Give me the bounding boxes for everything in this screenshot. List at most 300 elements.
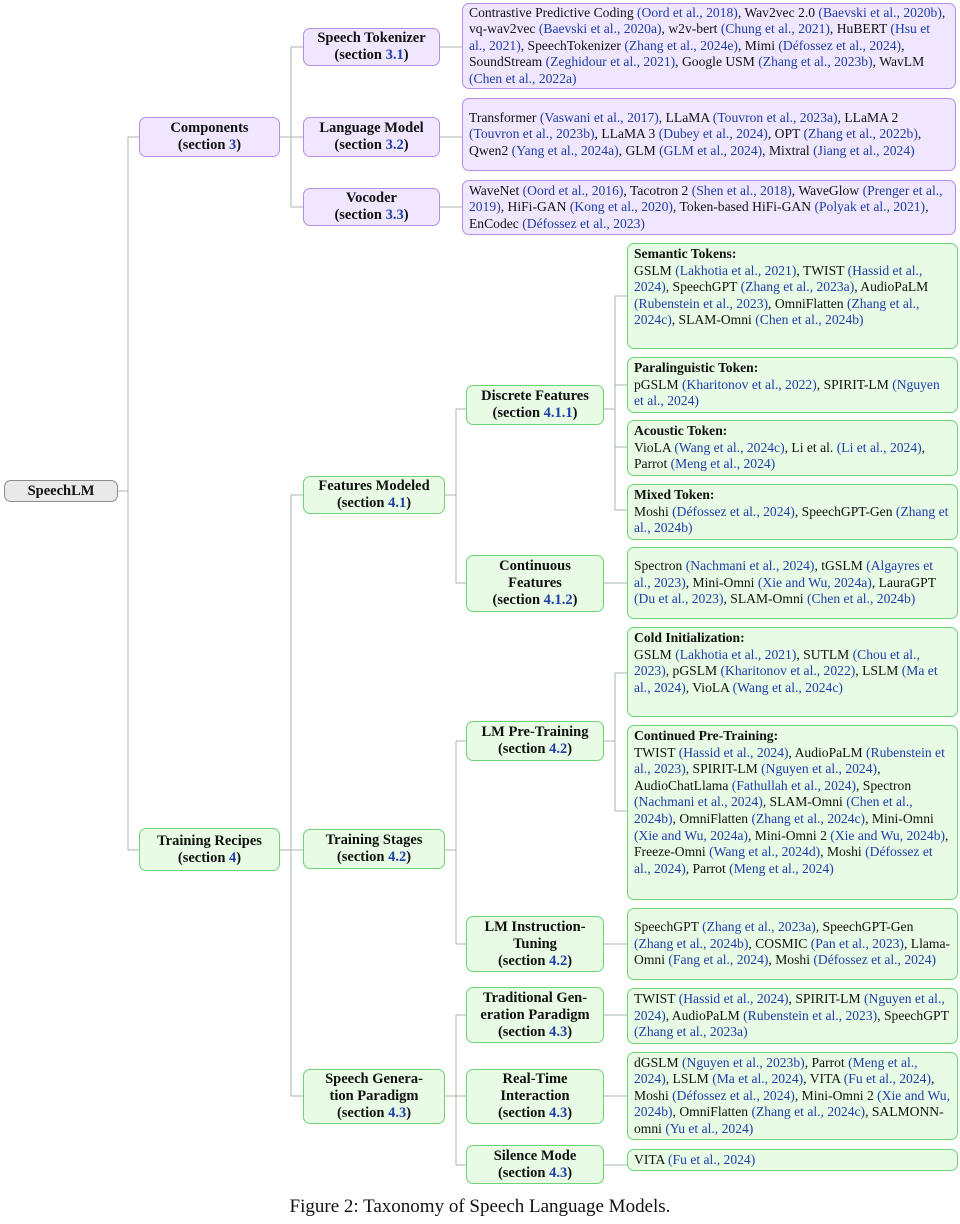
- model-name: VioLA: [692, 679, 730, 695]
- model-entry: [748, 936, 904, 951]
- model-entry: [723, 591, 915, 606]
- section-word: section: [502, 741, 546, 757]
- lm-instruction-label: LM Instruction-Tuning: [484, 918, 586, 952]
- model-name: TWIST: [802, 262, 845, 278]
- continuous-features-label: Continuous Features: [499, 558, 571, 591]
- leaf-items: [634, 558, 936, 606]
- leaf-text: [634, 246, 951, 329]
- section-word: section: [339, 47, 382, 63]
- leaf-text: [469, 110, 949, 160]
- citation: (Chou et al., 2023): [634, 646, 920, 679]
- speech-tokenizer-section: 3.1: [385, 47, 404, 63]
- real-time-section: 4.3: [549, 1105, 568, 1121]
- vocoder-leaf: [462, 180, 956, 235]
- citation: (Xie and Wu, 2024a): [634, 827, 748, 843]
- leaf-text: [469, 183, 949, 233]
- leaf-items: [634, 647, 938, 695]
- model-name: Moshi: [634, 1087, 669, 1103]
- vocoder-section: 3.3: [385, 207, 404, 223]
- section-word: section: [502, 1164, 546, 1181]
- language-model-label: Language Model: [319, 120, 424, 136]
- citation: (Nguyen et al., 2023b): [681, 1054, 805, 1070]
- training-stages-section: 4.2: [388, 849, 407, 865]
- speech-tokenizer-node: Speech Tokenizer (section 3.1): [303, 28, 440, 66]
- model-entry: [595, 126, 768, 141]
- model-name: dGSLM: [634, 1054, 679, 1070]
- citation: (Ma et al., 2024): [634, 663, 938, 695]
- training-stages-label: Training Stages: [325, 832, 423, 848]
- citation: (Meng et al., 2024): [729, 860, 834, 876]
- model-entry: [634, 991, 789, 1006]
- model-name: OPT: [774, 126, 801, 142]
- leaf-items: [634, 440, 925, 472]
- model-entry: [659, 110, 838, 125]
- model-name: AudioChatLlama: [634, 777, 729, 793]
- citation: (Lakhotia et al., 2021): [675, 262, 797, 278]
- model-entry: [634, 504, 795, 519]
- leaf-items: [634, 919, 950, 967]
- citation: (Xie and Wu, 2024b): [634, 1087, 950, 1120]
- model-name: SUTLM: [803, 646, 850, 662]
- model-name: AudioPaLM: [860, 279, 929, 295]
- section-word: section: [182, 849, 226, 866]
- model-name: Mimi: [744, 37, 775, 53]
- leaf-text: [634, 558, 951, 608]
- leaf-items: [469, 183, 943, 231]
- model-name: GSLM: [634, 646, 672, 662]
- citation: (Dubey et al., 2024): [658, 126, 768, 142]
- citation: (Nachmani et al., 2024): [634, 794, 763, 810]
- citation: (Rubenstein et al., 2023): [743, 1007, 878, 1023]
- model-name: SpeechGPT: [883, 1007, 949, 1023]
- model-entry: [619, 143, 762, 158]
- model-entry: [469, 5, 738, 20]
- citation: (Zhang et al., 2024b): [634, 935, 749, 951]
- instruction-tuning-leaf: [627, 908, 958, 980]
- leaf-items: [634, 745, 948, 876]
- features-modeled-node: Features Modeled (section 4.1): [303, 476, 445, 514]
- citation: (Fang et al., 2024): [668, 952, 769, 968]
- model-name: COSMIC: [755, 935, 808, 951]
- model-entry: [673, 199, 925, 214]
- model-entry: [634, 377, 817, 392]
- vocoder-node: Vocoder (section 3.3): [303, 188, 440, 226]
- leaf-heading: Continued Pre-Training:: [634, 728, 779, 743]
- model-name: HiFi-GAN: [507, 199, 567, 215]
- real-time-leaf: [627, 1052, 958, 1140]
- section-word: section: [341, 849, 385, 865]
- silence-mode-section: 4.3: [549, 1164, 568, 1181]
- language-model-leaf: [462, 98, 956, 171]
- citation: (Xie and Wu, 2024a): [757, 574, 872, 590]
- model-entry: [634, 919, 816, 934]
- citation: (Zhang et al., 2022b): [803, 126, 918, 142]
- model-name: LLaMA 3: [601, 126, 656, 142]
- model-entry: [672, 312, 864, 327]
- model-name: OmniFlatten: [774, 295, 844, 311]
- model-entry: [634, 745, 789, 760]
- model-name: SpeechGPT-Gen: [822, 919, 914, 935]
- model-name: VioLA: [634, 439, 671, 455]
- citation: (Rubenstein et al., 2023): [634, 295, 769, 311]
- leaf-heading: Semantic Tokens:: [634, 246, 737, 261]
- model-entry: [634, 440, 785, 455]
- model-entry: [738, 38, 901, 53]
- training-stages-node: Training Stages (section 4.2): [303, 829, 445, 869]
- section-word: section: [502, 1023, 546, 1040]
- citation: (Touvron et al., 2023a): [712, 109, 838, 125]
- model-name: Mini-Omni: [871, 810, 934, 826]
- citation: (GLM et al., 2024): [659, 142, 763, 158]
- leaf-text: [634, 1152, 951, 1169]
- citation: (Défossez et al., 2024): [778, 37, 902, 53]
- model-entry: [785, 440, 922, 455]
- features-modeled-section: 4.1: [388, 495, 407, 511]
- model-name: vq-wav2vec: [469, 21, 536, 37]
- model-entry: [738, 5, 942, 20]
- section-word: section: [341, 1105, 385, 1121]
- model-name: VITA: [809, 1071, 841, 1087]
- leaf-heading: Cold Initialization:: [634, 630, 745, 645]
- components-node: Components (section 3): [139, 117, 280, 157]
- model-entry: [686, 680, 843, 695]
- discrete-features-label: Discrete Features: [481, 388, 589, 404]
- traditional-generation-leaf: [627, 988, 958, 1044]
- model-name: OmniFlatten: [679, 810, 749, 826]
- model-name: OmniFlatten: [679, 1104, 749, 1120]
- discrete-features-node: Discrete Features (section 4.1.1): [466, 385, 604, 425]
- citation: (Shen et al., 2018): [691, 182, 792, 198]
- citation: (Nguyen et al., 2024): [761, 761, 878, 777]
- lm-pretraining-node: LM Pre-Training (section 4.2): [466, 721, 604, 761]
- section-word: section: [341, 495, 385, 511]
- model-entry: [686, 575, 872, 590]
- continuous-features-node: Continuous Features (section 4.1.2): [466, 555, 604, 612]
- model-name: Tacotron 2: [630, 182, 689, 198]
- model-entry: [666, 663, 856, 678]
- leaf-heading: Mixed Token:: [634, 487, 715, 502]
- model-name: SoundStream: [469, 54, 543, 70]
- model-name: SLAM-Omni: [730, 591, 804, 607]
- citation: (Oord et al., 2018): [637, 4, 738, 20]
- model-entry: [768, 952, 936, 967]
- section-word: section: [497, 592, 541, 608]
- citation: (Défossez et al., 2024): [813, 952, 937, 968]
- citation: (Hassid et al., 2024): [634, 262, 923, 295]
- cold-initialization-leaf: [627, 627, 958, 717]
- model-entry: [673, 811, 866, 826]
- citation: (Chen et al., 2024b): [634, 794, 913, 826]
- model-entry: [803, 1071, 931, 1086]
- section-word: section: [339, 207, 382, 223]
- traditional-generation-section: 4.3: [549, 1023, 568, 1040]
- citation: (Zhang et al., 2023a): [740, 279, 855, 295]
- citation: (Rubenstein et al., 2023): [634, 744, 945, 777]
- vocoder-label: Vocoder: [345, 190, 397, 206]
- citation: (Hsu et al., 2021): [469, 21, 931, 53]
- model-name: Qwen2: [469, 142, 509, 158]
- citation: (Pan et al., 2023): [810, 935, 904, 951]
- model-name: Parrot: [811, 1054, 845, 1070]
- model-name: TWIST: [634, 991, 676, 1007]
- continued-pretraining-leaf: [627, 725, 958, 900]
- leaf-items: [634, 504, 948, 536]
- model-name: SpeechGPT: [634, 919, 699, 935]
- model-name: AudioPaLM: [671, 1007, 740, 1023]
- leaf-text: [634, 487, 951, 537]
- root-node: [4, 480, 118, 502]
- citation: (Kong et al., 2020): [569, 199, 673, 215]
- model-name: LauraGPT: [878, 574, 936, 590]
- model-entry: [634, 558, 814, 573]
- leaf-items: [634, 1055, 950, 1136]
- training-recipes-label: Training Recipes: [157, 832, 262, 849]
- model-entry: [762, 143, 915, 158]
- model-entry: [634, 1055, 805, 1070]
- model-name: Google USM: [681, 54, 755, 70]
- citation: (Nguyen et al., 2024): [634, 991, 945, 1023]
- model-entry: [501, 199, 673, 214]
- discrete-features-section: 4.1.1: [543, 405, 573, 421]
- model-name: pGSLM: [634, 376, 679, 392]
- leaf-text: [634, 728, 951, 877]
- citation: (Zhang et al., 2024c): [634, 295, 920, 328]
- citation: (Hassid et al., 2024): [678, 991, 789, 1007]
- citation: (Zhang et al., 2024b): [634, 503, 949, 536]
- citation: (Kharitonov et al., 2022): [720, 663, 856, 679]
- model-entry: [666, 279, 855, 294]
- leaf-items: [634, 991, 949, 1039]
- model-name: WaveNet: [469, 182, 520, 198]
- citation: (Baevski et al., 2020b): [818, 4, 942, 20]
- lm-instruction-section: 4.2: [549, 952, 568, 969]
- components-section: 3: [229, 137, 237, 153]
- model-name: LLaMA 2: [844, 109, 899, 125]
- citation: (Polyak et al., 2021): [814, 199, 926, 215]
- citation: (Yu et al., 2024): [665, 1120, 754, 1136]
- model-name: SPIRIT-LM: [823, 376, 889, 392]
- continuous-features-section: 4.1.2: [543, 592, 573, 608]
- silence-mode-label: Silence Mode: [493, 1147, 577, 1164]
- model-name: GSLM: [634, 262, 672, 278]
- mixed-token-leaf: [627, 484, 958, 540]
- leaf-heading: Acoustic Token:: [634, 423, 728, 438]
- model-name: Moshi: [826, 844, 862, 860]
- citation: (Ma et al., 2024): [712, 1071, 804, 1087]
- leaf-text: [634, 630, 951, 696]
- model-entry: [469, 183, 623, 198]
- model-name: LSLM: [862, 663, 899, 679]
- semantic-tokens-leaf: [627, 243, 958, 349]
- model-entry: [748, 828, 945, 843]
- leaf-text: [634, 360, 951, 410]
- citation: (Baevski et al., 2020a): [538, 21, 662, 37]
- model-entry: [675, 54, 872, 69]
- features-modeled-label: Features Modeled: [318, 478, 430, 494]
- citation: (Meng et al., 2024): [670, 456, 776, 472]
- language-model-node: Language Model (section 3.2): [303, 117, 440, 157]
- citation: (Chung et al., 2021): [720, 21, 830, 37]
- model-name: pGSLM: [672, 663, 718, 679]
- citation: (Wang et al., 2024d): [709, 844, 821, 860]
- model-entry: [634, 1152, 755, 1167]
- model-name: Li et al.: [791, 439, 834, 455]
- model-name: Contrastive Predictive Coding: [469, 4, 634, 20]
- section-word: section: [182, 137, 226, 153]
- citation: (Chen et al., 2024b): [806, 591, 916, 607]
- model-entry: [686, 861, 834, 876]
- citation: (Nachmani et al., 2024): [685, 558, 815, 574]
- section-word: section: [502, 952, 546, 969]
- model-entry: [623, 183, 791, 198]
- model-entry: [469, 110, 659, 125]
- citation: (Algayres et al., 2023): [634, 558, 934, 590]
- speech-generation-label: Speech Genera-tion Paradigm: [325, 1071, 423, 1104]
- figure-caption: Figure 2: Taxonomy of Speech Language Models.: [289, 1196, 671, 1217]
- root-label: SpeechLM: [27, 482, 95, 499]
- citation: (Kharitonov et al., 2022): [681, 376, 817, 392]
- citation: (Zhang et al., 2023b): [758, 54, 873, 70]
- section-word: section: [502, 1105, 546, 1121]
- citation: (Vaswani et al., 2017): [539, 109, 659, 125]
- section-word: section: [497, 405, 541, 421]
- citation: (Oord et al., 2016): [522, 182, 624, 198]
- model-entry: [768, 126, 918, 141]
- citation: (Chen et al., 2022a): [469, 70, 577, 86]
- model-entry: [662, 21, 830, 36]
- model-name: Parrot: [634, 456, 668, 472]
- leaf-items: [469, 5, 945, 86]
- model-name: Mini-Omni: [692, 574, 755, 590]
- citation: (Jiang et al., 2024): [813, 142, 915, 158]
- components-label: Components: [170, 120, 249, 136]
- traditional-generation-node: Traditional Gen-eration Paradigm (section 4.3): [466, 987, 604, 1043]
- model-name: SLAM-Omni: [769, 794, 843, 810]
- model-name: Spectron: [862, 777, 912, 793]
- model-name: SpeechTokenizer: [527, 37, 621, 53]
- citation: (Fu et al., 2024): [843, 1071, 931, 1087]
- model-name: TWIST: [634, 744, 676, 760]
- citation: (Zhang et al., 2024e): [624, 37, 738, 53]
- training-recipes-node: Training Recipes (section 4): [139, 828, 280, 871]
- real-time-label: Real-Time Interaction: [500, 1071, 570, 1104]
- leaf-text: [634, 991, 951, 1041]
- model-name: LLaMA: [665, 109, 710, 125]
- model-name: SALMONN-omni: [634, 1104, 944, 1136]
- citation: (Yang et al., 2024a): [511, 142, 619, 158]
- citation: (Du et al., 2023): [634, 591, 724, 607]
- model-entry: [673, 1104, 866, 1119]
- leaf-items: [634, 263, 928, 328]
- model-name: AudioPaLM: [794, 744, 863, 760]
- citation: (Hassid et al., 2024): [678, 744, 789, 760]
- citation: (Wang et al., 2024c): [674, 439, 785, 455]
- model-name: Llama-Omni: [634, 935, 951, 968]
- speech-tokenizer-label: Speech Tokenizer: [317, 30, 426, 46]
- citation: (Zeghidour et al., 2021): [545, 54, 676, 70]
- citation: (Touvron et al., 2023b): [469, 126, 595, 142]
- model-name: EnCodec: [469, 215, 519, 231]
- leaf-text: [469, 5, 949, 88]
- model-entry: [666, 1008, 877, 1023]
- model-name: w2v-bert: [668, 21, 718, 37]
- citation: (Zhang et al., 2024c): [751, 810, 866, 826]
- model-name: Freeze-Omni: [634, 844, 706, 860]
- model-name: VITA: [634, 1151, 665, 1167]
- citation: (Défossez et al., 2024): [634, 844, 933, 876]
- lm-pretraining-label: LM Pre-Training: [481, 724, 589, 740]
- model-name: SPIRIT-LM: [795, 991, 861, 1007]
- leaf-text: [634, 919, 951, 969]
- model-name: Moshi: [775, 952, 810, 968]
- model-name: Token-based HiFi-GAN: [679, 199, 812, 215]
- continuous-features-leaf: [627, 547, 958, 619]
- model-name: SpeechGPT: [672, 279, 738, 295]
- lm-instruction-node: LM Instruction-Tuning (section 4.2): [466, 916, 604, 972]
- leaf-items: [469, 110, 921, 158]
- citation: (Chen et al., 2024b): [755, 312, 864, 328]
- silence-mode-node: Silence Mode (section 4.3): [466, 1145, 604, 1184]
- model-entry: [521, 38, 738, 53]
- model-entry: [686, 761, 877, 776]
- citation: (Zhang et al., 2024c): [751, 1104, 866, 1120]
- model-name: Spectron: [634, 558, 683, 574]
- paralinguistic-token-leaf: [627, 357, 958, 413]
- citation: (Meng et al., 2024): [634, 1054, 918, 1087]
- silence-mode-leaf: [627, 1149, 958, 1171]
- citation: (Fu et al., 2024): [668, 1151, 756, 1167]
- model-name: SPIRIT-LM: [692, 761, 758, 777]
- traditional-generation-label: Traditional Gen-eration Paradigm: [480, 989, 590, 1023]
- leaf-items: [634, 377, 940, 409]
- model-name: tGSLM: [821, 558, 863, 574]
- model-name: SLAM-Omni: [678, 312, 752, 328]
- model-name: Transformer: [469, 109, 537, 125]
- leaf-text: [634, 423, 951, 473]
- model-entry: [634, 647, 796, 662]
- model-name: Parrot: [692, 860, 726, 876]
- model-name: GLM: [625, 142, 656, 158]
- citation: (Défossez et al., 2024): [672, 503, 795, 519]
- acoustic-token-leaf: [627, 420, 958, 476]
- citation: (Wang et al., 2024c): [732, 679, 843, 695]
- model-name: Mixtral: [768, 142, 810, 158]
- model-name: HuBERT: [836, 21, 888, 37]
- lm-pretraining-section: 4.2: [549, 741, 568, 757]
- model-entry: [634, 263, 796, 278]
- leaf-heading: Paralinguistic Token:: [634, 360, 759, 375]
- model-name: WaveGlow: [798, 182, 860, 198]
- citation: (Nguyen et al., 2024): [634, 376, 940, 409]
- model-name: Mini-Omni 2: [801, 1087, 874, 1103]
- citation: (Zhang et al., 2023a): [634, 1024, 748, 1040]
- citation: (Zhang et al., 2023a): [702, 919, 816, 935]
- language-model-section: 3.2: [385, 137, 404, 153]
- citation: (Prenger et al., 2019): [469, 182, 943, 215]
- model-name: Wav2vec 2.0: [744, 4, 816, 20]
- citation: (Défossez et al., 2023): [522, 215, 645, 231]
- citation: (Li et al., 2024): [836, 439, 922, 455]
- model-name: Moshi: [634, 503, 669, 519]
- model-entry: [666, 1071, 803, 1086]
- citation: (Lakhotia et al., 2021): [675, 646, 797, 662]
- model-name: Mini-Omni 2: [754, 827, 827, 843]
- model-name: SpeechGPT-Gen: [801, 503, 893, 519]
- training-recipes-section: 4: [229, 849, 237, 866]
- leaf-text: [634, 1055, 951, 1138]
- model-name: LSLM: [672, 1071, 709, 1087]
- speech-generation-section: 4.3: [388, 1105, 407, 1121]
